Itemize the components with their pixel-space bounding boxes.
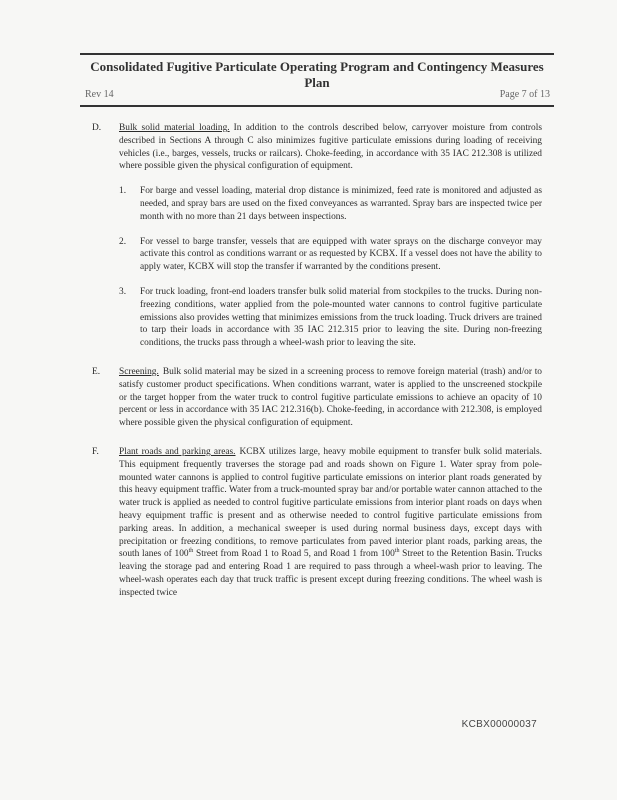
section-letter: F.	[92, 446, 99, 457]
bates-number: KCBX00000037	[461, 719, 537, 730]
section-heading: Bulk solid material loading.	[119, 123, 230, 133]
page-number: Page 7 of 13	[499, 89, 550, 100]
section-text: Street to the Retention Basin. Trucks leaving the storage pad and entering Road 1 are required to pass through a wheel-wash prior to leaving. The wheel-wash operates each day that truck traffic is present except during freezing conditions. The wheel wash is inspected twice	[119, 549, 543, 598]
section-e	[92, 366, 542, 430]
section-text: Bulk solid material may be sized in a screening process to remove foreign material (trash) and/or to satisfy customer product specifications. When conditions warrant, water is applied to the unscreened stockpile or the target hopper from the water truck to control fugitive particulate emissions to achieve an opacity of 10 percent or less in accordance with 35 IAC 212.316(b). Choke-feeding, in accordance with 212.308, is employed where possible given the physical configuration of equipment.	[119, 366, 542, 429]
section-text: KCBX utilizes large, heavy mobile equipment to transfer bulk solid materials. This equipment frequently traverses the storage pad and roads shown on Figure 1. Water spray from pole-mounted water cannons is applied to control fugitive particulate emissions on interior plant roads generated by this heavy equipment traffic. Water from a truck-mounted spray bar and/or portable water cannon attached to the water truck is applied as needed to control fugitive particulate emissions from interior plant roads on days when heavy equipment traffic is present and as otherwise needed to control fugitive particulate emissions from parking areas. In addition, a mechanical sweeper is used during normal business days, except days with precipitation or freezing conditions, to remove particulates from paved interior plant roads, parking areas, the south lanes of 100	[119, 446, 542, 560]
item-text: For barge and vessel loading, material drop distance is minimized, feed rate is monitored and adjusted as needed, and spray bars are used on the fixed conveyances as warranted. Spray bars are inspected twice per month with no more than 21 days between inspections.	[140, 186, 542, 222]
item-number: 1.	[119, 186, 127, 197]
list-item	[119, 236, 542, 274]
section-d	[92, 122, 542, 350]
document-body	[92, 122, 542, 616]
list-item	[119, 286, 542, 350]
ordinal-suffix: th	[394, 548, 400, 555]
section-paragraph	[119, 366, 542, 430]
revision-label: Rev 14	[85, 89, 114, 100]
section-letter: E.	[92, 366, 101, 377]
document-header	[80, 53, 554, 107]
list-item	[119, 185, 542, 223]
section-heading: Plant roads and parking areas.	[119, 446, 236, 457]
item-number: 2.	[119, 236, 127, 247]
item-text: For truck loading, front-end loaders transfer bulk solid material from stockpiles to the trucks. During non-freezing conditions, water applied from the pole-mounted water cannons to control fugitive particulate emissions also provides wetting that minimizes emissions from the truck loading. Truck drivers are trained to tarp their loads in accordance with 35 IAC 212.315 prior to leaving the site. During non-freezing conditions, the trucks pass through a wheel-wash prior to leaving the site.	[140, 286, 542, 349]
document-title: Consolidated Fugitive Particulate Operating Program and Contingency Measures Plan	[90, 59, 544, 90]
item-text: For vessel to barge transfer, vessels that are equipped with water sprays on the discharge conveyor may activate this control as conditions warrant or as requested by KCBX. If a vessel does not have the ability to apply water, KCBX will stop the transfer if warranted by the conditions present.	[140, 236, 542, 273]
section-text: In addition to the controls described below, carryover moisture from controls described in Sections A through C also minimizes fugitive particulate emissions during loading of receiving vehicles (i.e., barges, vessels, trucks or railcars). Choke-feeding, in accordance with 35 IAC 212.308 is utilized where possible given the physical configuration of equipment.	[119, 123, 542, 172]
section-paragraph	[119, 122, 542, 173]
section-heading: Screening.	[119, 366, 159, 377]
section-d-items	[119, 185, 542, 350]
section-text: Street from Road 1 to Road 5, and Road 1 from 100	[193, 549, 395, 560]
section-f	[92, 446, 542, 600]
item-number: 3.	[119, 286, 127, 297]
ordinal-suffix: th	[188, 548, 194, 555]
section-letter: D.	[92, 123, 102, 133]
section-paragraph	[119, 446, 542, 600]
